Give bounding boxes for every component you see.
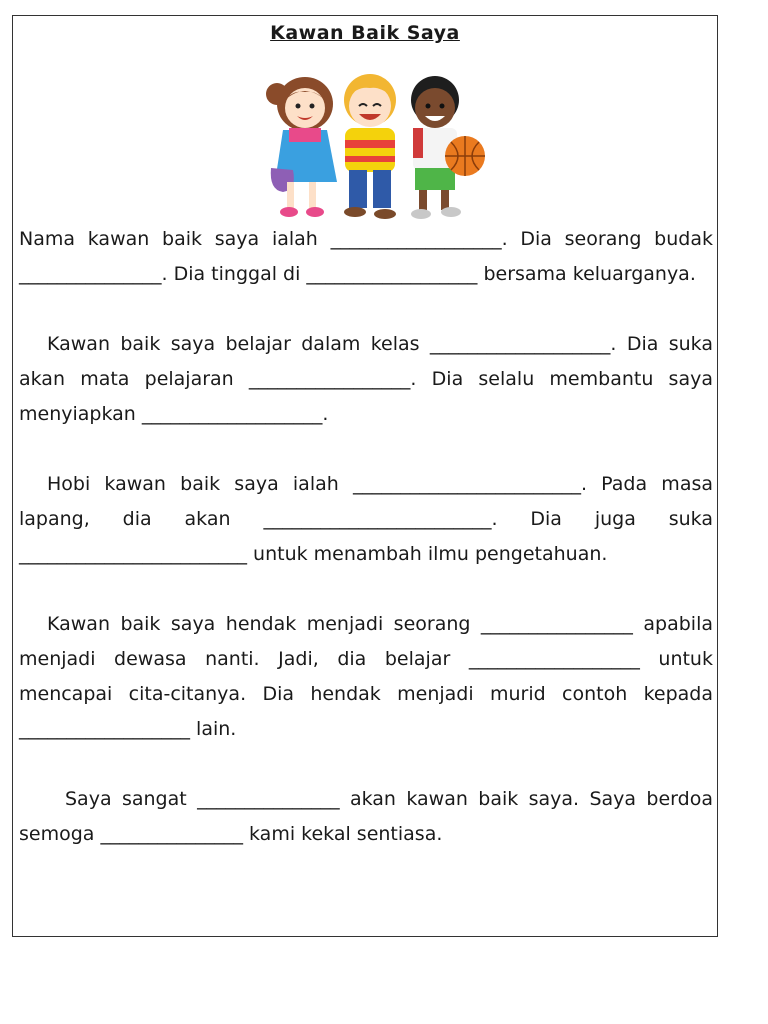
answer-blank[interactable]: _______________ — [19, 263, 162, 285]
answer-blank[interactable]: __________________ — [330, 228, 502, 250]
blonde-boy-figure — [344, 74, 396, 219]
answer-blank[interactable]: __________________ — [468, 648, 640, 670]
answer-blank[interactable]: ________________________ — [19, 543, 247, 565]
answer-blank[interactable]: _______________ — [100, 823, 243, 845]
paragraph-2: Kawan baik saya belajar dalam kelas ___________________. Dia suka akan mata pelajaran _________________. Dia selalu membantu saya menyiapkan ___________________. — [19, 333, 713, 425]
page-title: Kawan Baik Saya — [270, 22, 460, 44]
paragraph-5: Saya sangat _______________ akan kawan baik saya. Saya berdoa semoga _______________ kami kekal sentiasa. — [19, 788, 713, 845]
answer-blank[interactable]: __________________ — [306, 263, 478, 285]
answer-blank[interactable]: _________________ — [248, 368, 411, 390]
answer-blank[interactable]: ___________________ — [141, 403, 323, 425]
answer-blank[interactable]: ___________________ — [429, 333, 611, 355]
paragraph-4: Kawan baik saya hendak menjadi seorang ________________ apabila menjadi dewasa nanti. Jadi, dia belajar __________________ untuk mencapai cita-citanya. Dia hendak menjadi murid contoh kepada __________________ lain. — [19, 613, 713, 740]
paragraph-1: Nama kawan baik saya ialah __________________. Dia seorang budak _______________. Dia tinggal di __________________ bersama keluarganya. — [19, 228, 713, 285]
answer-blank[interactable]: __________________ — [19, 718, 190, 740]
paragraph-3: Hobi kawan baik saya ialah ________________________. Pada masa lapang, dia akan ________________________. Dia juga suka ________________________ untuk menambah ilmu pengetahuan. — [19, 473, 713, 565]
worksheet-text — [19, 222, 713, 852]
three-friends-illustration — [245, 64, 495, 224]
answer-blank[interactable]: ________________________ — [263, 508, 492, 530]
answer-blank[interactable]: _______________ — [197, 788, 340, 810]
answer-blank[interactable]: ________________ — [480, 613, 633, 635]
answer-blank[interactable]: ________________________ — [352, 473, 581, 495]
dark-boy-figure — [411, 76, 485, 219]
girl-figure — [266, 77, 337, 217]
worksheet-page — [12, 15, 718, 937]
